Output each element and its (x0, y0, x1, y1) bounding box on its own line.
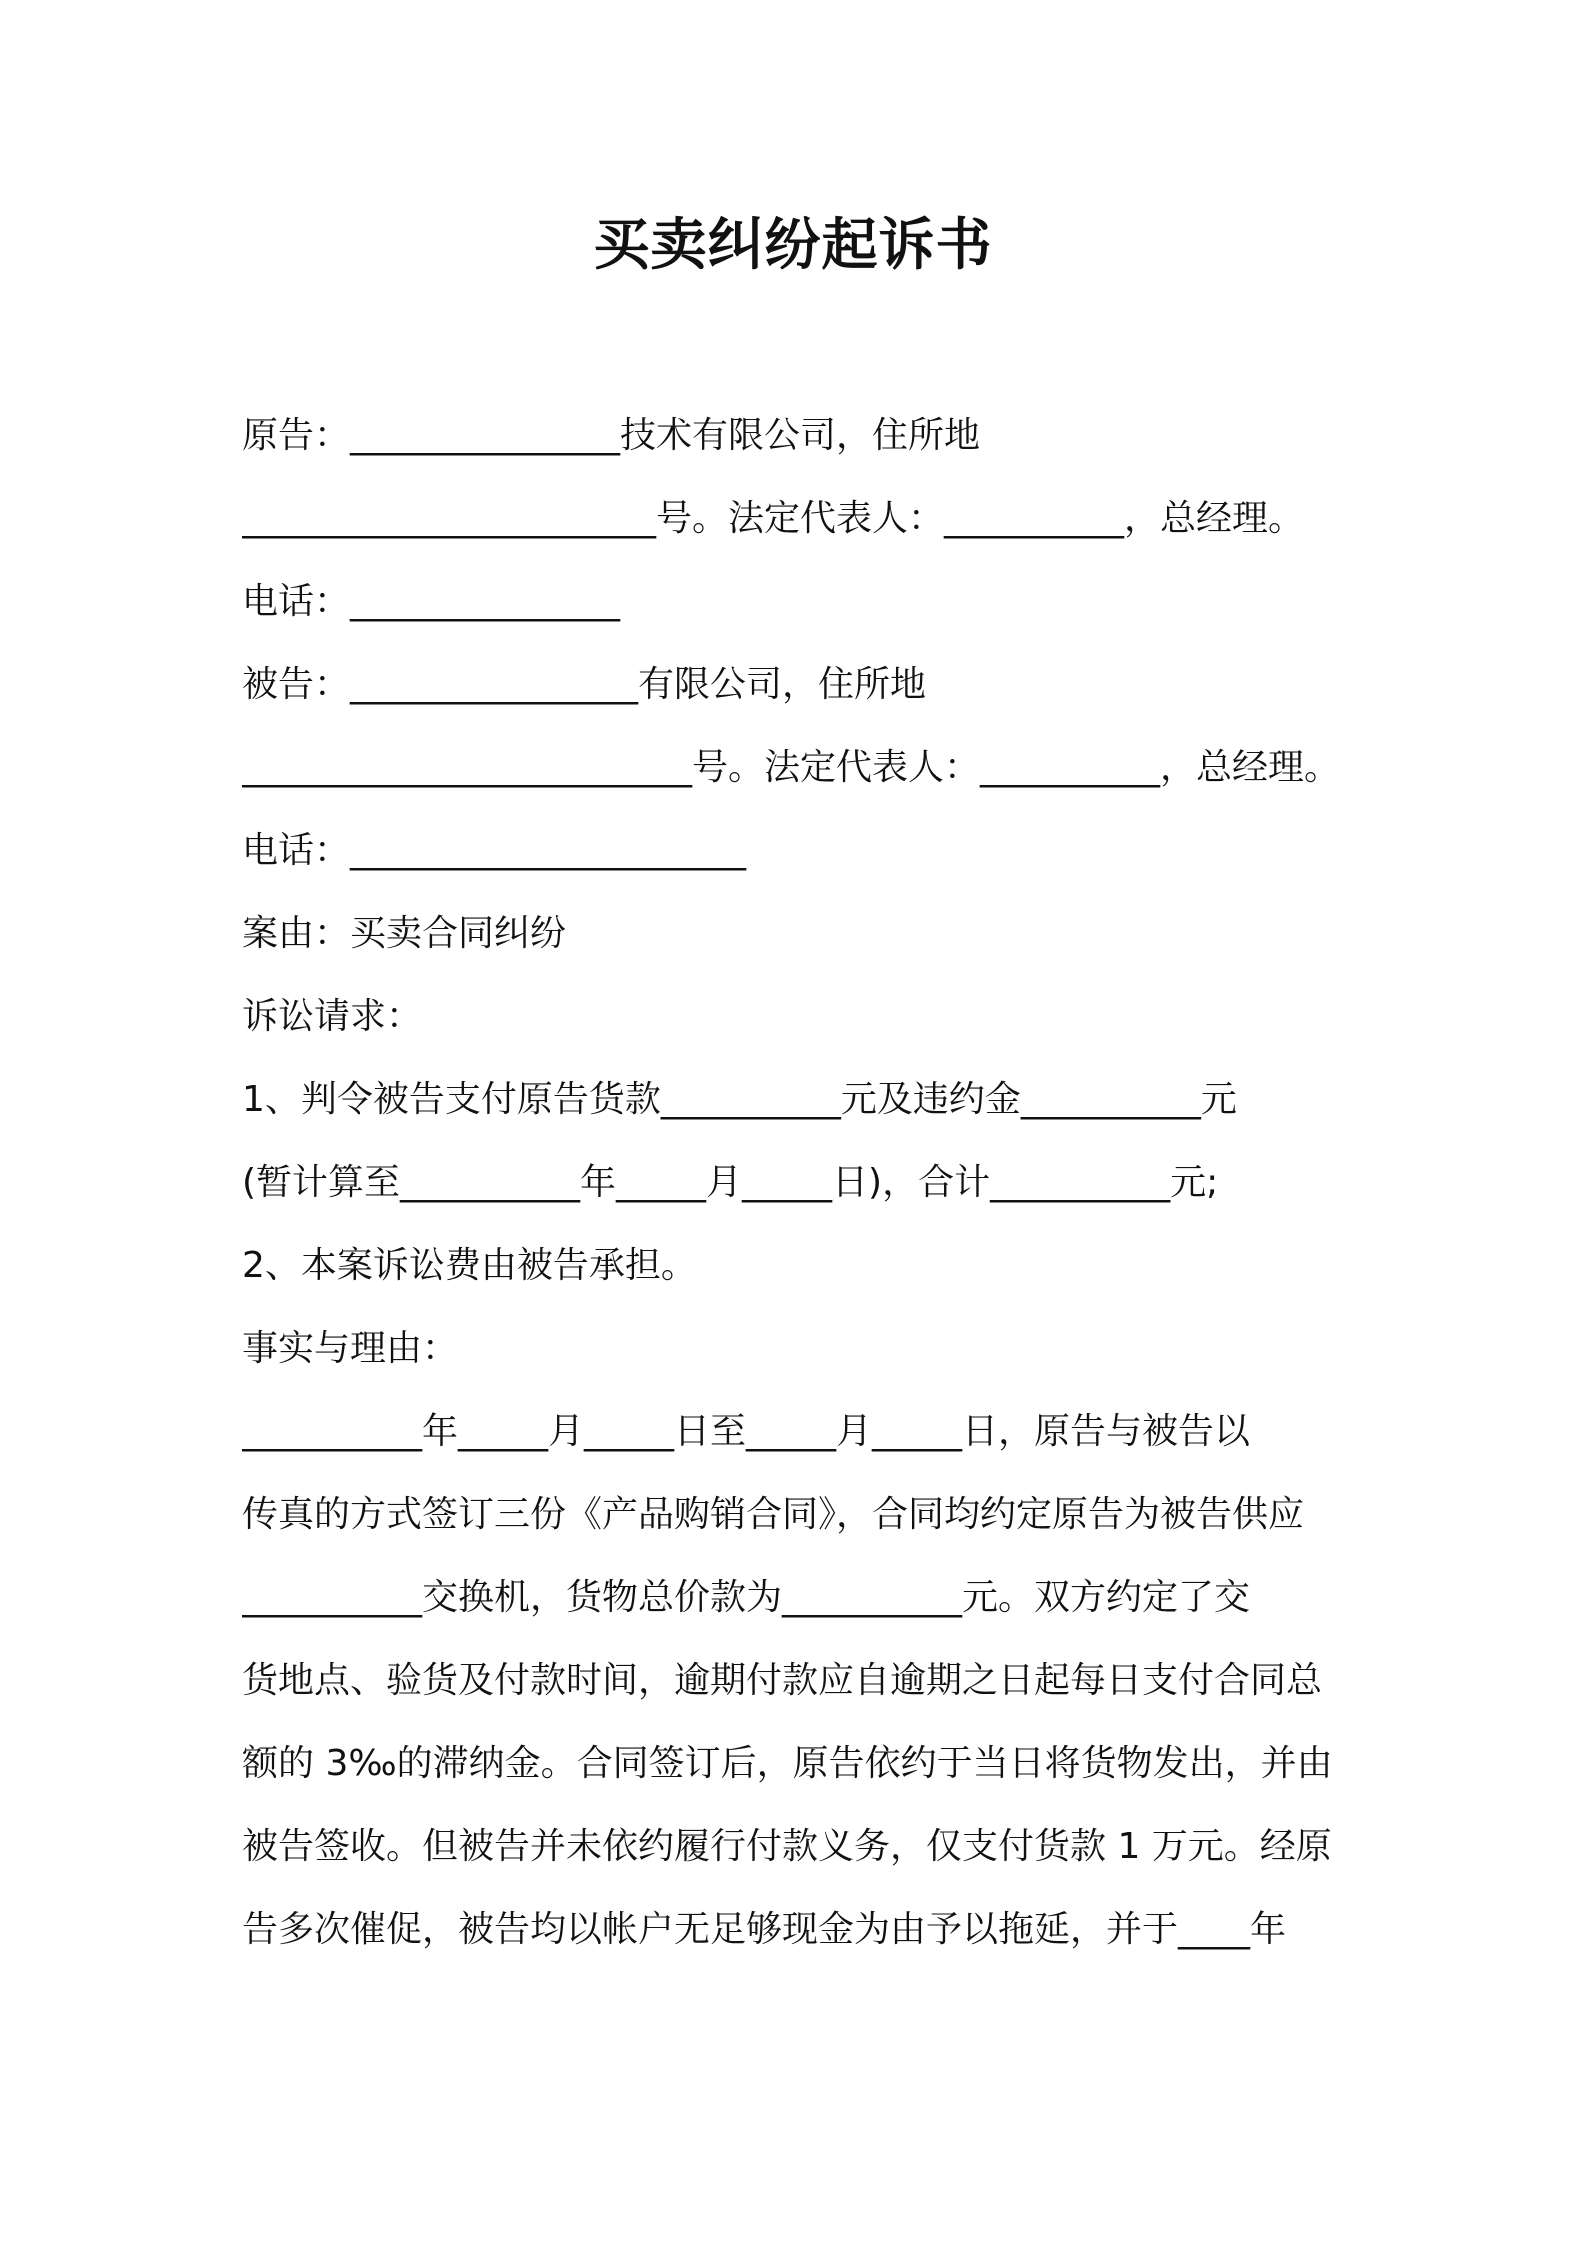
defendant-address-line: _________________________号。法定代表人：__________，总经理。 (242, 747, 1341, 788)
defendant-phone-line: 电话：______________________ (242, 830, 747, 871)
defendant-line: 被告：________________有限公司，住所地 (242, 664, 927, 705)
facts-paragraph-line: 传真的方式签订三份《产品购销合同》，合同均约定原告为被告供应 (242, 1494, 1305, 1535)
facts-paragraph-line: 告多次催促，被告均以帐户无足够现金为由予以拖延，并于____年 (242, 1909, 1287, 1950)
claim-item-1: 1、判令被告支付原告货款__________元及违约金__________元 (242, 1079, 1237, 1120)
claim-item-2: 2、本案诉讼费由被告承担。 (242, 1245, 697, 1286)
document-title: 买卖纠纷起诉书 (593, 213, 993, 278)
plaintiff-address-line: _______________________号。法定代表人：__________，总经理。 (242, 498, 1305, 539)
facts-paragraph-line: 被告签收。但被告并未依约履行付款义务，仅支付货款 1 万元。经原 (242, 1826, 1332, 1867)
facts-paragraph-line: __________年_____月_____日至_____月_____日，原告与被告以 (242, 1411, 1251, 1452)
facts-heading: 事实与理由： (242, 1328, 459, 1369)
plaintiff-phone-line: 电话：_______________ (242, 581, 621, 622)
document-body (242, 404, 1366, 1981)
case-cause-line: 案由：买卖合同纠纷 (242, 913, 567, 954)
claim-item-1-continued: (暂计算至__________年_____月_____日)，合计__________元; (242, 1162, 1219, 1203)
claims-heading: 诉讼请求： (242, 996, 423, 1037)
facts-paragraph-line: 货地点、验货及付款时间，逾期付款应自逾期之日起每日支付合同总 (242, 1660, 1323, 1701)
facts-paragraph-line: __________交换机，货物总价款为__________元。双方约定了交 (242, 1577, 1251, 1618)
facts-paragraph-line: 额的 3‰的滞纳金。合同签订后，原告依约于当日将货物发出，并由 (242, 1743, 1333, 1784)
plaintiff-line: 原告：_______________技术有限公司，住所地 (242, 415, 981, 456)
